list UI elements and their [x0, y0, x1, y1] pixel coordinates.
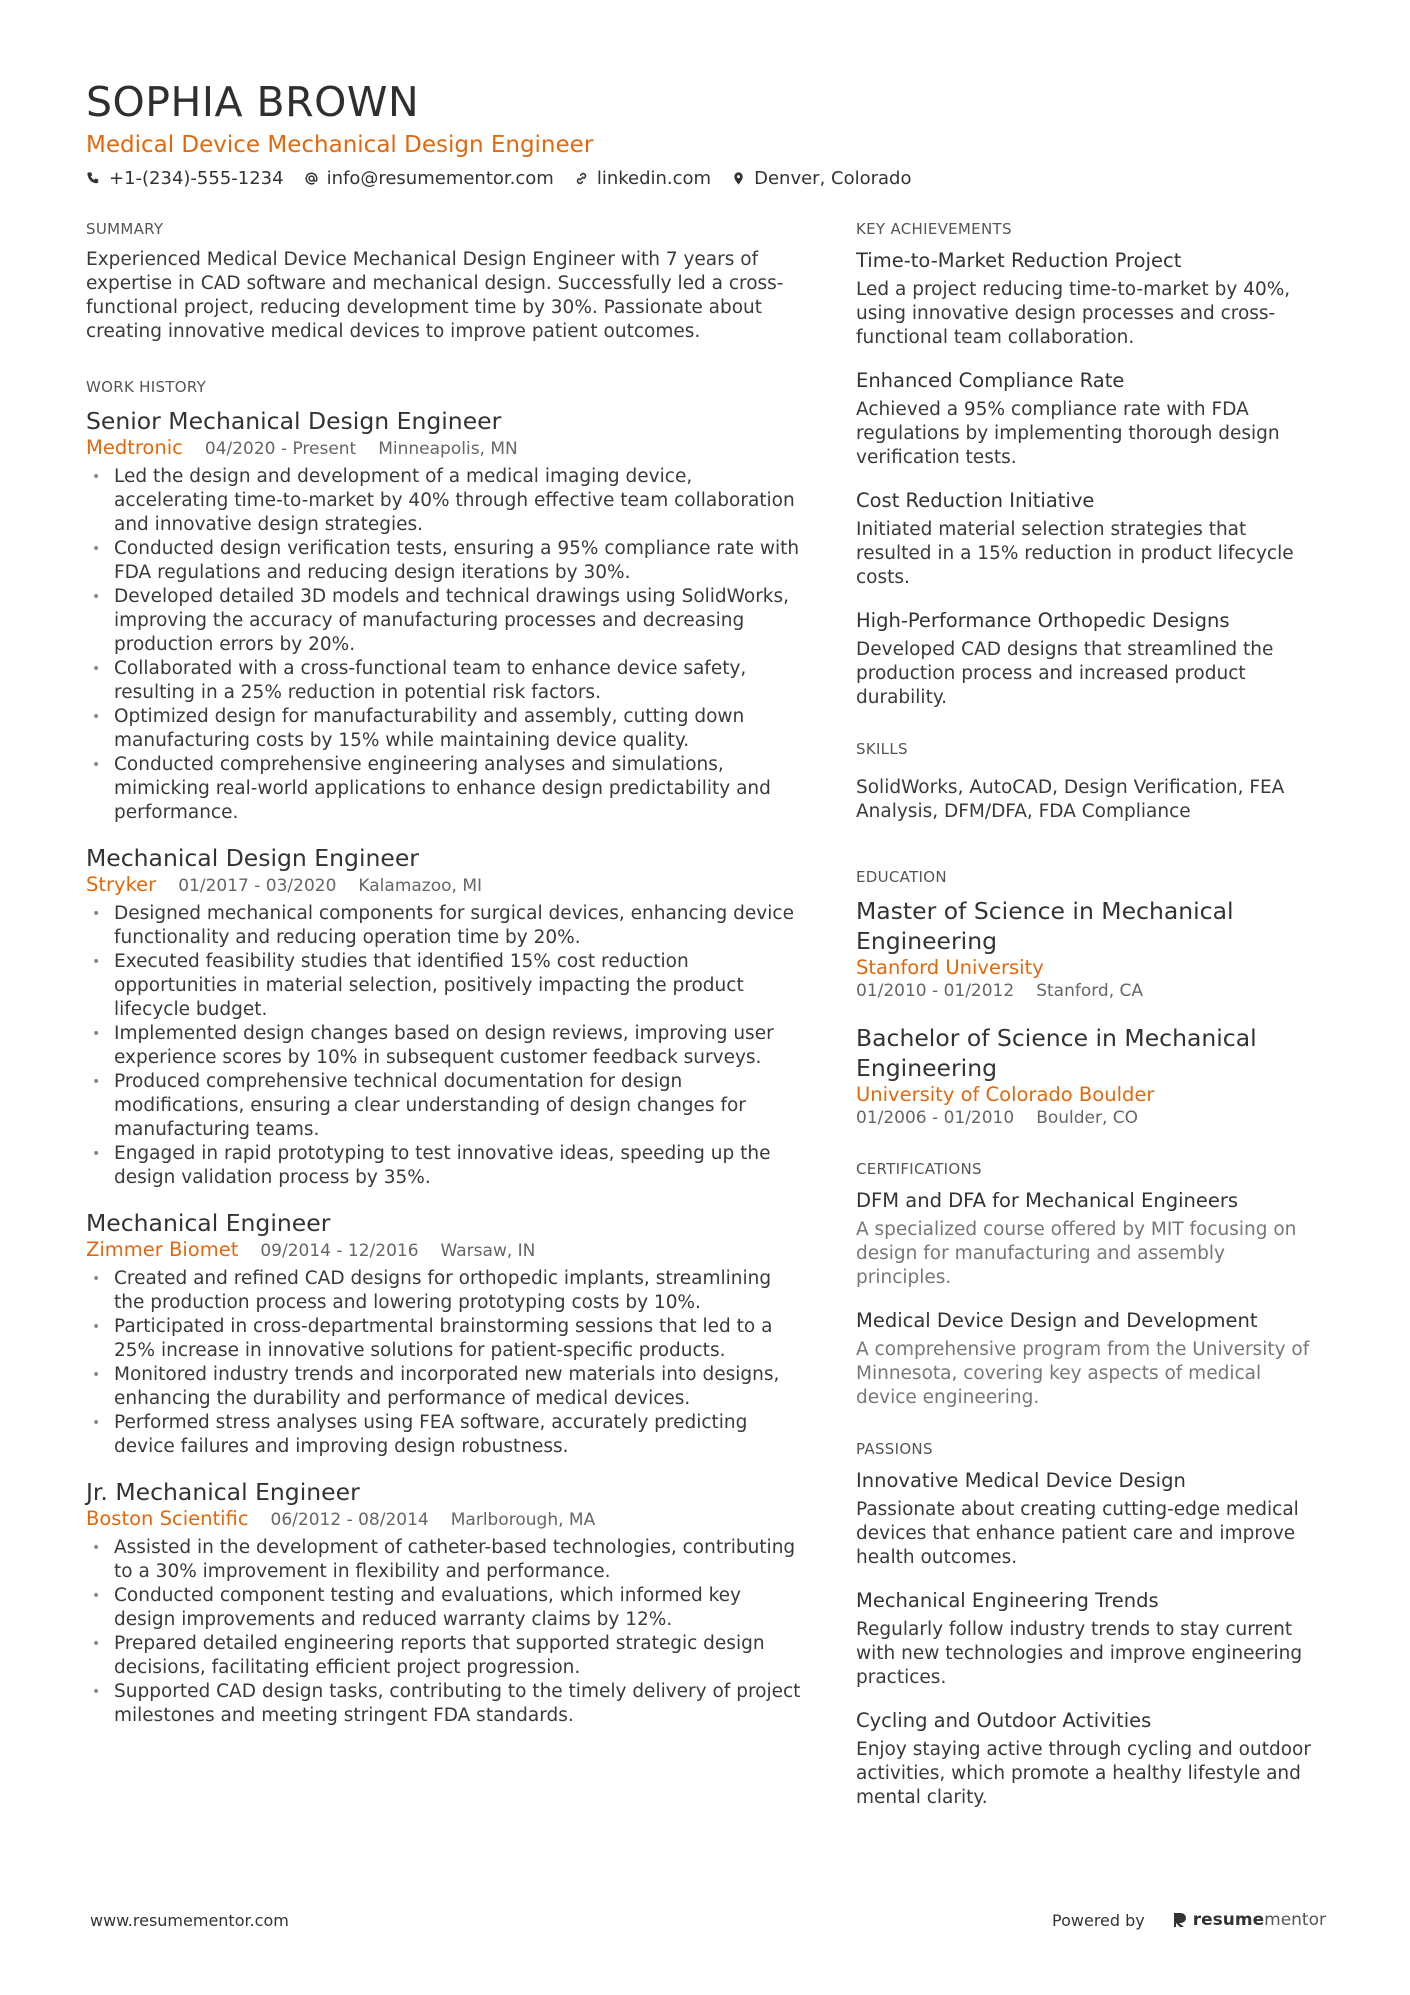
achievement-title: Time-to-Market Reduction Project	[856, 249, 1182, 272]
job-meta	[86, 436, 801, 461]
achievement-item	[856, 488, 1326, 590]
page-footer	[90, 1910, 1326, 1930]
job-bullets	[86, 465, 801, 825]
contact-email[interactable]	[304, 168, 554, 189]
job-location: Marlborough, MA	[450, 1510, 596, 1530]
achievement-text: Achieved a 95% compliance rate with FDA regulations by implementing thorough design verification tests.	[856, 399, 1280, 468]
bullet-item: • Optimized design for manufacturability and assembly, cutting down manufacturing costs by 15% while maintaining device quality.	[86, 705, 801, 753]
two-column-body	[86, 220, 1326, 1828]
education-dates: 01/2010 - 01/2012	[856, 981, 1015, 1001]
bullet-item: • Monitored industry trends and incorporated new materials into designs, enhancing the durability and performance of medical devices.	[86, 1363, 801, 1411]
job-bullets	[86, 1536, 801, 1728]
passions-label: PASSIONS	[856, 1440, 933, 1458]
passion-text: Regularly follow industry trends to stay current with new technologies and improve engineering practices.	[856, 1619, 1303, 1688]
contact-bar	[86, 168, 1326, 189]
job-bullets	[86, 902, 801, 1190]
achievement-text: Led a project reducing time-to-market by 40%, using innovative design processes and cross-functional team collaboration.	[856, 279, 1291, 348]
bullet-item: • Assisted in the development of catheter-based technologies, contributing to a 30% improvement in flexibility and performance.	[86, 1536, 801, 1584]
bullet-item: • Implemented design changes based on design reviews, improving user experience scores by 10% in subsequent customer feedback surveys.	[86, 1022, 801, 1070]
education-meta	[856, 1106, 1326, 1130]
location-text: Denver, Colorado	[754, 168, 912, 189]
job-entry	[86, 843, 801, 1190]
bullet-item: • Conducted design verification tests, ensuring a 95% compliance rate with FDA regulations and reducing design iterations by 30%.	[86, 537, 801, 585]
passion-text: Passionate about creating cutting-edge medical devices that enhance patient care and improve health outcomes.	[856, 1499, 1299, 1568]
job-dates: 09/2014 - 12/2016	[260, 1241, 419, 1261]
passion-list	[856, 1468, 1326, 1810]
brand-light: mentor	[1264, 1910, 1326, 1930]
skills-section	[856, 740, 1326, 824]
skills-label: SKILLS	[856, 740, 908, 758]
passion-item	[856, 1468, 1326, 1570]
education-location: Stanford, CA	[1036, 981, 1144, 1001]
contact-location	[731, 168, 911, 189]
job-entry	[86, 406, 801, 825]
certification-item	[856, 1188, 1326, 1290]
achievement-item	[856, 608, 1326, 710]
certification-title: DFM and DFA for Mechanical Engineers	[856, 1189, 1239, 1212]
certifications-section	[856, 1160, 1326, 1410]
education-item	[856, 896, 1326, 1003]
school-name: Stanford University	[856, 956, 1044, 979]
work-history-label: WORK HISTORY	[86, 378, 207, 396]
certification-title: Medical Device Design and Development	[856, 1309, 1258, 1332]
phone-text: +1-(234)-555-1234	[109, 168, 284, 189]
certification-text: A specialized course offered by MIT focusing on design for manufacturing and assembly principles.	[856, 1219, 1297, 1288]
passion-text: Enjoy staying active through cycling and outdoor activities, which promote a healthy lifestyle and mental clarity.	[856, 1739, 1311, 1808]
job-location: Kalamazoo, MI	[358, 876, 483, 896]
education-list	[856, 896, 1326, 1130]
company-name: Zimmer Biomet	[86, 1238, 239, 1261]
achievement-text: Developed CAD designs that streamlined the production process and increased product durability.	[856, 639, 1274, 708]
phone-icon	[86, 171, 101, 186]
passion-title: Cycling and Outdoor Activities	[856, 1709, 1152, 1732]
bullet-item: • Created and refined CAD designs for orthopedic implants, streamlining the production process and lowering prototyping costs by 10%.	[86, 1267, 801, 1315]
job-meta	[86, 1507, 801, 1532]
summary-text: Experienced Medical Device Mechanical Design Engineer with 7 years of expertise in CAD software and mechanical design. Successfully led a cross-functional project, reducing development time by 30%. Passionate about creating innovative medical devices to improve patient outcomes.	[86, 249, 784, 342]
school-name: University of Colorado Boulder	[856, 1083, 1155, 1106]
bullet-item: • Designed mechanical components for surgical devices, enhancing device functionality and reducing operation time by 20%.	[86, 902, 801, 950]
bullet-item: • Participated in cross-departmental brainstorming sessions that led to a 25% increase in innovative solutions for patient-specific products.	[86, 1315, 801, 1363]
left-column	[86, 220, 801, 1828]
work-history-section	[86, 378, 801, 1728]
passion-title: Mechanical Engineering Trends	[856, 1589, 1159, 1612]
education-location: Boulder, CO	[1036, 1108, 1139, 1128]
job-entry	[86, 1208, 801, 1459]
bullet-item: • Developed detailed 3D models and technical drawings using SolidWorks, improving the accuracy of manufacturing processes and decreasing production errors by 20%.	[86, 585, 801, 657]
job-dates: 04/2020 - Present	[204, 439, 357, 459]
job-title: Mechanical Engineer	[86, 1209, 331, 1237]
email-text: info@resumementor.com	[326, 168, 554, 189]
resume-page	[86, 76, 1326, 1808]
bullet-item: • Prepared detailed engineering reports that supported strategic design decisions, facilitating efficient project progression.	[86, 1632, 801, 1680]
job-dates: 06/2012 - 08/2014	[270, 1510, 429, 1530]
bullet-item: • Led the design and development of a medical imaging device, accelerating time-to-market by 40% through effective team collaboration and innovative design strategies.	[86, 465, 801, 537]
passions-section	[856, 1440, 1326, 1810]
achievement-title: High-Performance Orthopedic Designs	[856, 609, 1230, 632]
skills-text: SolidWorks, AutoCAD, Design Verification, FEA Analysis, DFM/DFA, FDA Compliance	[856, 777, 1285, 822]
company-name: Stryker	[86, 873, 157, 896]
bullet-item: • Performed stress analyses using FEA software, accurately predicting device failures and improving design robustness.	[86, 1411, 801, 1459]
footer-brand	[1052, 1910, 1326, 1930]
job-bullets	[86, 1267, 801, 1459]
education-item	[856, 1023, 1326, 1130]
job-list	[86, 406, 801, 1728]
passion-title: Innovative Medical Device Design	[856, 1469, 1186, 1492]
location-pin-icon	[731, 171, 746, 186]
certification-text: A comprehensive program from the University of Minnesota, covering key aspects of medical device engineering.	[856, 1339, 1310, 1408]
achievements-section	[856, 220, 1326, 710]
achievements-label: KEY ACHIEVEMENTS	[856, 220, 1012, 238]
achievement-list	[856, 248, 1326, 710]
job-title: Jr. Mechanical Engineer	[86, 1478, 360, 1506]
bullet-item: • Executed feasibility studies that identified 15% cost reduction opportunities in material selection, positively impacting the product lifecycle budget.	[86, 950, 801, 1022]
summary-label: SUMMARY	[86, 220, 164, 238]
job-meta	[86, 873, 801, 898]
candidate-name: SOPHIA BROWN	[86, 78, 420, 126]
summary-section	[86, 220, 801, 344]
bullet-item: • Conducted comprehensive engineering analyses and simulations, mimicking real-world applications to enhance design predictability and performance.	[86, 753, 801, 825]
passion-item	[856, 1708, 1326, 1810]
job-dates: 01/2017 - 03/2020	[178, 876, 337, 896]
bullet-item: • Collaborated with a cross-functional team to enhance device safety, resulting in a 25% reduction in potential risk factors.	[86, 657, 801, 705]
bullet-item: • Engaged in rapid prototyping to test innovative ideas, speeding up the design validation process by 35%.	[86, 1142, 801, 1190]
footer-website[interactable]: www.resumementor.com	[90, 1910, 289, 1930]
powered-by-text: Powered by	[1052, 1910, 1145, 1930]
achievement-item	[856, 368, 1326, 470]
contact-phone[interactable]	[86, 168, 284, 189]
achievement-text: Initiated material selection strategies that resulted in a 15% reduction in product lifecycle costs.	[856, 519, 1294, 588]
passion-item	[856, 1588, 1326, 1690]
bullet-item: • Produced comprehensive technical documentation for design modifications, ensuring a clear understanding of design changes for manufacturing teams.	[86, 1070, 801, 1142]
job-entry	[86, 1477, 801, 1728]
job-title: Senior Mechanical Design Engineer	[86, 407, 502, 435]
job-title: Mechanical Design Engineer	[86, 844, 419, 872]
education-section	[856, 868, 1326, 1130]
bullet-item: • Conducted component testing and evaluations, which informed key design improvements and reduced warranty claims by 12%.	[86, 1584, 801, 1632]
company-name: Boston Scientific	[86, 1507, 249, 1530]
brand-bold: resume	[1192, 1910, 1265, 1930]
linkedin-text: linkedin.com	[596, 168, 712, 189]
job-meta	[86, 1238, 801, 1263]
achievement-item	[856, 248, 1326, 350]
right-column	[856, 220, 1326, 1828]
job-location: Warsaw, IN	[440, 1241, 536, 1261]
candidate-title: Medical Device Mechanical Design Engineer	[86, 132, 594, 158]
company-name: Medtronic	[86, 436, 183, 459]
achievement-title: Cost Reduction Initiative	[856, 489, 1095, 512]
degree-title: Master of Science in Mechanical Engineering	[856, 897, 1234, 955]
contact-linkedin[interactable]	[574, 168, 711, 189]
at-icon	[304, 171, 319, 186]
education-dates: 01/2006 - 01/2010	[856, 1108, 1015, 1128]
degree-title: Bachelor of Science in Mechanical Engineering	[856, 1024, 1257, 1082]
job-location: Minneapolis, MN	[378, 439, 518, 459]
certifications-label: CERTIFICATIONS	[856, 1160, 982, 1178]
education-meta	[856, 979, 1326, 1003]
brand-logo[interactable]	[1173, 1910, 1326, 1930]
certification-item	[856, 1308, 1326, 1410]
bullet-item: • Supported CAD design tasks, contributing to the timely delivery of project milestones and meeting stringent FDA standards.	[86, 1680, 801, 1728]
certification-list	[856, 1188, 1326, 1410]
achievement-title: Enhanced Compliance Rate	[856, 369, 1125, 392]
resumementor-logo-icon	[1173, 1912, 1187, 1928]
link-icon	[574, 171, 589, 186]
education-label: EDUCATION	[856, 868, 947, 886]
